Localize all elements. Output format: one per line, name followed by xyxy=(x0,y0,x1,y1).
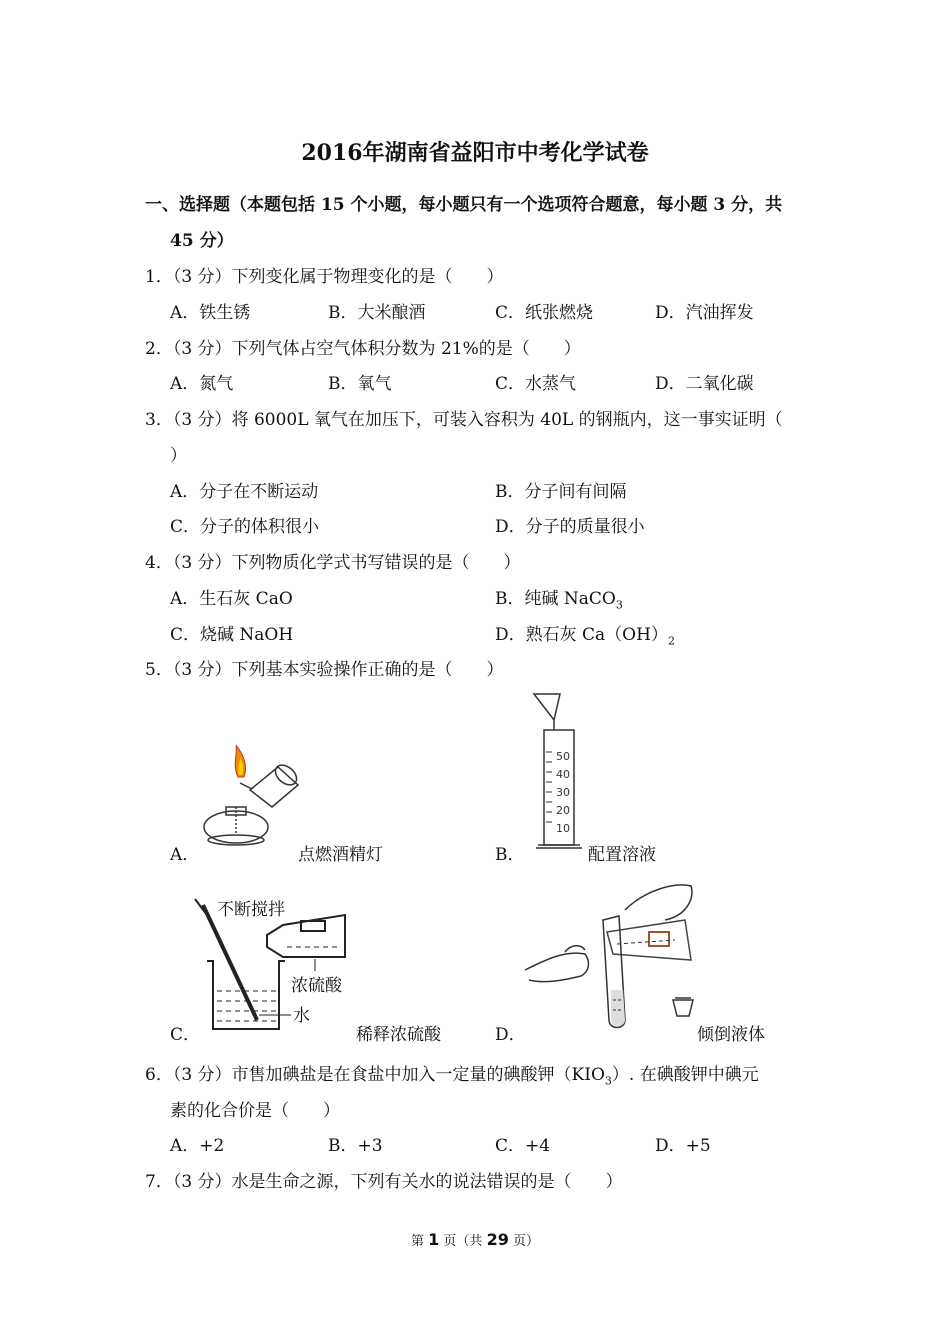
question-3-stem-cont: ） xyxy=(170,446,187,466)
q1-option-c: C．纸张燃烧 xyxy=(495,303,594,323)
dilution-beaker-figure xyxy=(195,895,355,1035)
q3-option-b: B．分子间有间隔 xyxy=(495,482,627,502)
scale-mark: 50 xyxy=(556,750,570,763)
q2-option-b: B．氧气 xyxy=(328,374,392,394)
q3-option-c: C．分子的体积很小 xyxy=(170,517,320,537)
label-water: 水 xyxy=(293,1006,310,1026)
question-4-stem: 4．（3 分）下列物质化学式书写错误的是（ ） xyxy=(145,553,521,573)
q2-option-d: D．二氧化碳 xyxy=(655,374,754,394)
q5-option-a-caption: 点燃酒精灯 xyxy=(298,845,383,865)
q4-option-d: D．熟石灰 $Ca(OH)_2$ xyxy=(495,625,675,648)
question-7-stem: 7．（3 分）水是生命之源，下列有关水的说法错误的是（ ） xyxy=(145,1172,623,1192)
q1-option-b: B．大米酿酒 xyxy=(328,303,426,323)
section-heading-cont: 45 分） xyxy=(170,231,234,251)
question-6-stem: 6．（3 分）市售加碘盐是在食盐中加入一定量的碘酸钾$(KIO_3)$. 在碘酸钾中碘元 xyxy=(145,1065,759,1088)
q5-option-c-letter: C． xyxy=(170,1025,201,1045)
q5-option-b-caption: 配置溶液 xyxy=(588,845,656,865)
q2-option-c: C．水蒸气 xyxy=(495,374,577,394)
page-footer: 第 1 页（共 29 页） xyxy=(411,1230,539,1249)
q3-option-d: D．分子的质量很小 xyxy=(495,517,645,537)
q6-option-c: C．+4 xyxy=(495,1136,551,1156)
q6-option-b: B．+3 xyxy=(328,1136,383,1156)
alcohol-lamp-figure xyxy=(200,745,310,850)
question-2-stem: 2．（3 分）下列气体占空气体积分数为 21%的是（ ） xyxy=(145,339,581,359)
measuring-cylinder-figure xyxy=(530,690,590,855)
pouring-liquid-figure xyxy=(525,880,695,1030)
q2-option-a: A．氮气 xyxy=(170,374,234,394)
q4-option-c: C．烧碱 NaOH xyxy=(170,625,294,645)
q1-option-a: A．铁生锈 xyxy=(170,303,251,323)
q3-option-a: A．分子在不断运动 xyxy=(170,482,319,502)
scale-mark: 30 xyxy=(556,786,570,799)
q5-option-d-letter: D． xyxy=(495,1025,526,1045)
label-stir: 不断搅拌 xyxy=(217,900,285,920)
current-page-number: 1 xyxy=(428,1230,440,1249)
question-3-stem: 3．（3 分）将 6000L 氧气在加压下，可装入容积为 40L 的钢瓶内，这一事实证明（ xyxy=(145,410,783,430)
q5-option-a-letter: A． xyxy=(170,845,200,865)
q5-option-c-caption: 稀释浓硫酸 xyxy=(356,1025,441,1045)
q6-option-d: D．+5 xyxy=(655,1136,711,1156)
q5-option-b-letter: B． xyxy=(495,845,525,865)
question-6-stem-cont: 素的化合价是（ ） xyxy=(170,1101,340,1121)
question-5-stem: 5．（3 分）下列基本实验操作正确的是（ ） xyxy=(145,660,504,680)
q1-option-d: D．汽油挥发 xyxy=(655,303,754,323)
total-pages: 29 xyxy=(486,1230,509,1249)
label-acid: 浓硫酸 xyxy=(291,976,342,996)
section-heading: 一、选择题（本题包括 15 个小题，每小题只有一个选项符合题意，每小题 3 分，共 xyxy=(145,195,783,215)
question-1-stem: 1．（3 分）下列变化属于物理变化的是（ ） xyxy=(145,267,504,287)
q4-option-b: B．纯碱 NaCO$_3$ xyxy=(495,589,623,612)
q5-option-d-caption: 倾倒液体 xyxy=(697,1025,765,1045)
scale-mark: 10 xyxy=(556,822,570,835)
page-title: 2016年湖南省益阳市中考化学试卷 xyxy=(301,140,649,166)
q6-option-a: A．+2 xyxy=(170,1136,225,1156)
q4-option-a: A．生石灰 CaO xyxy=(170,589,293,609)
scale-mark: 20 xyxy=(556,804,570,817)
scale-mark: 40 xyxy=(556,768,570,781)
